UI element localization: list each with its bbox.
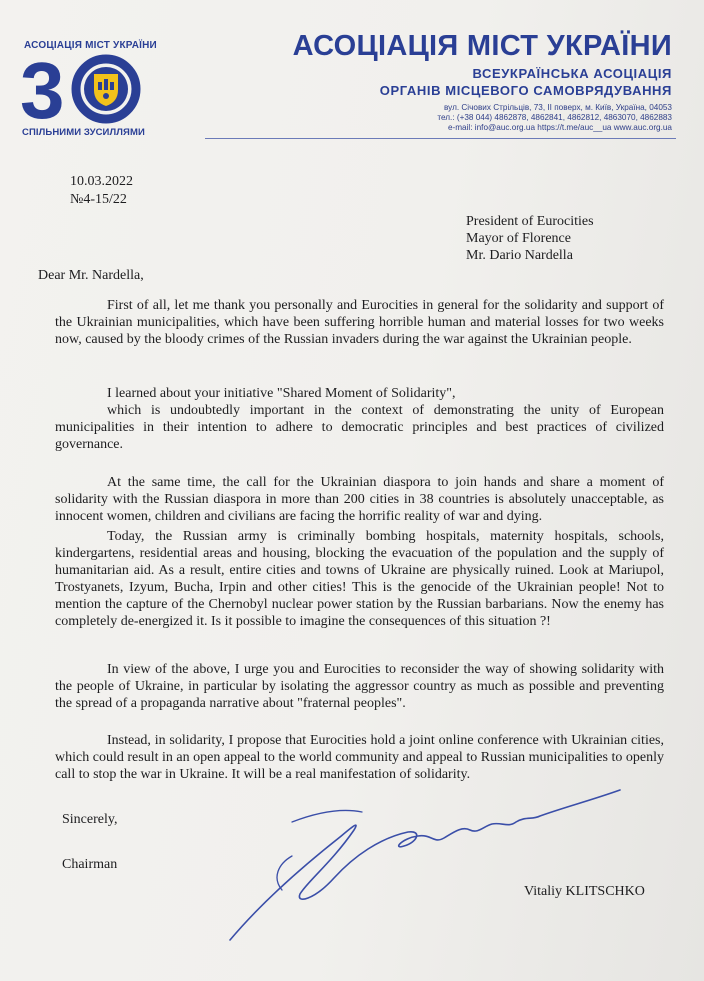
body-paragraph (55, 385, 664, 453)
addressee-line: President of Eurocities (466, 214, 594, 229)
body-paragraph (55, 297, 664, 348)
body-paragraph (55, 661, 664, 712)
organization-subtitle-line-2: ОРГАНІВ МІСЦЕВОГО САМОВРЯДУВАННЯ (379, 83, 672, 98)
organization-title: АСОЦІАЦІЯ МІСТ УКРАЇНИ (292, 30, 672, 62)
paragraph-text: First of all, let me thank you personally and Eurocities in general for the solidarity and support of the Ukrainian municipalities, which have been suffering horrible human and material losses for two weeks now, caused by the bloody crimes of the Russian invaders during the war against the Ukrainian people. (55, 298, 664, 347)
body-paragraph (55, 732, 664, 783)
body-paragraph (55, 528, 664, 630)
salutation: Dear Mr. Nardella, (38, 268, 144, 283)
closing: Sincerely, (62, 812, 118, 827)
signer-position: Chairman (62, 857, 118, 872)
paragraph-text: I learned about your initiative "Shared Moment of Solidarity", (107, 386, 456, 401)
handwritten-signature (222, 782, 632, 947)
logo-bottom-text: СПІЛЬНИМИ ЗУСИЛЛЯМИ (22, 127, 145, 138)
signer-name: Vitaliy KLITSCHKO (524, 884, 645, 899)
organization-subtitle-line-1: ВСЕУКРАЇНСЬКА АСОЦІАЦІЯ (472, 66, 672, 81)
paragraph-text: At the same time, the call for the Ukrainian diaspora to join hands and share a moment of solidarity with the Russian diaspora in more than 200 cities in 38 countries is absolutely unacceptable, as innocent women, children and civilians are facing the horrific reality of war and dying. (55, 475, 664, 524)
addressee-line: Mayor of Florence (466, 231, 571, 246)
association-logo (20, 38, 170, 142)
logo-top-text: АСОЦІАЦІЯ МІСТ УКРАЇНИ (24, 40, 157, 51)
logo-number-three: 3 (20, 52, 65, 128)
paragraph-text: In view of the above, I urge you and Eurocities to reconsider the way of showing solidarity with the people of Ukraine, in particular by isolating the aggressor country as much as possible and preventing the spread of a propaganda narrative about "fraternal peoples". (55, 662, 664, 711)
logo-30-emblem (20, 52, 170, 128)
letter-date: 10.03.2022 (70, 174, 133, 189)
contact-phone: тел.: (+38 044) 4862878, 4862841, 4862812, 4863070, 4862883 (437, 113, 672, 122)
addressee-line: Mr. Dario Nardella (466, 248, 573, 263)
contact-web: e-mail: info@auc.org.ua https://t.me/auc__ua www.auc.org.ua (447, 123, 672, 132)
paragraph-text: Instead, in solidarity, I propose that Eurocities hold a joint online conference with Ukrainian cities, which could result in an open appeal to the world community and appeal to Russian municipalities to openly call to stop the war in Ukraine. It will be a real manifestation of solidarity. (55, 733, 664, 782)
paragraph-text: Today, the Russian army is criminally bombing hospitals, maternity hospitals, schools, kindergartens, residential areas and housing, blocking the evacuation of the population and the supply of humanitarian aid. As a result, entire cities and towns of Ukraine are physically ruined. Look at Mariupol, Trostyanets, Izyum, Bucha, Irpin and other cities! This is the genocide of the Ukrainian people! Not to mention the capture of the Chernobyl nuclear power station by the Russian barbarians. Now the enemy has completely de-energized it. Is it possible to imagine the consequences of this situation ?! (55, 529, 664, 629)
paragraph-text: which is undoubtedly important in the context of demonstrating the unity of European municipalities in their intention to adhere to democratic principles and best practices of civilized governance. (55, 403, 664, 452)
letter-number: №4-15/22 (70, 192, 127, 207)
header-divider (205, 138, 676, 139)
contact-address: вул. Січових Стрільців, 73, ІІ поверх, м. Київ, Україна, 04053 (443, 103, 672, 112)
body-paragraph (55, 474, 664, 525)
